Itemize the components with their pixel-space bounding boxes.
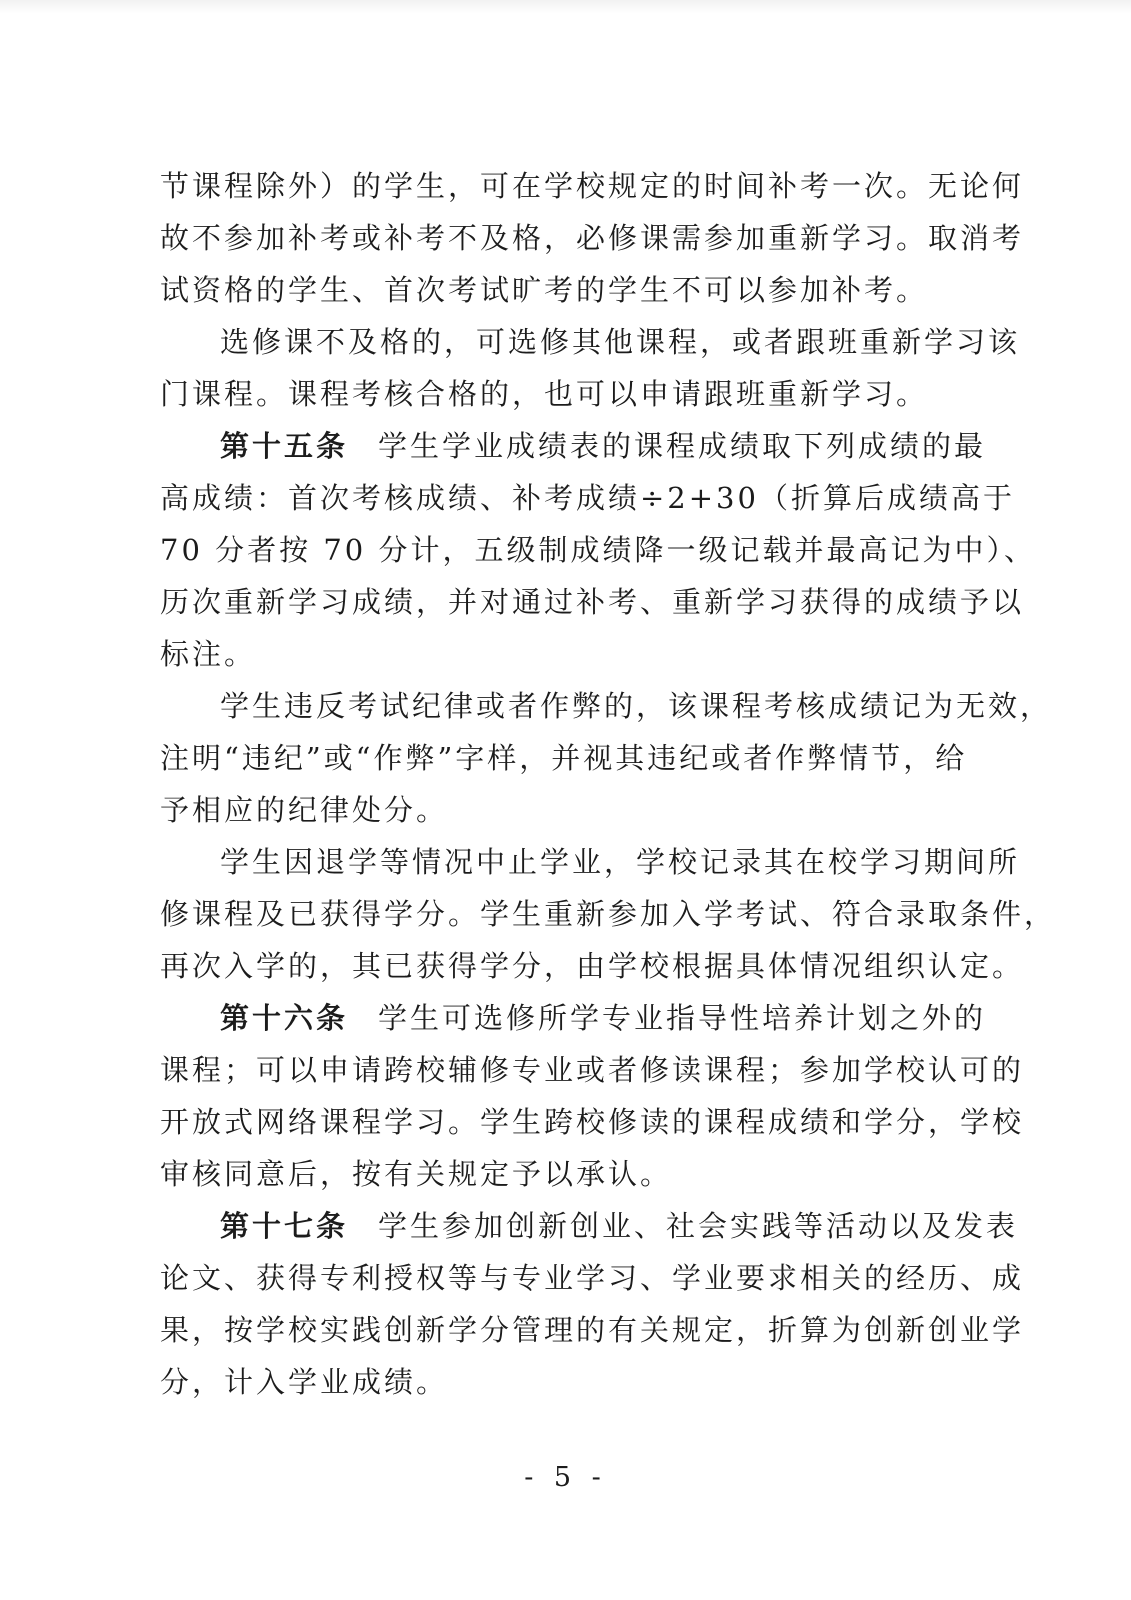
text-line: 高成绩：首次考核成绩、补考成绩÷2+30（折算后成绩高于 [160,481,1015,515]
page-number: - 5 - [524,1462,607,1493]
text-line: 门课程。课程考核合格的，也可以申请跟班重新学习。 [160,377,929,411]
paragraph-elective-retake [160,316,1021,420]
article-number: 第十五条 [220,429,349,463]
text-line: 历次重新学习成绩，并对通过补考、重新学习获得的成绩予以 [160,585,1025,619]
paragraph-exam-discipline [160,680,1053,836]
text-line: 开放式网络课程学习。学生跨校修读的课程成绩和学分，学校 [160,1105,1025,1139]
text-line [160,992,987,1044]
text-line [160,1200,1019,1252]
text-line: 修课程及已获得学分。学生重新参加入学考试、符合录取条件， [160,897,1057,931]
text-line: 果，按学校实践创新学分管理的有关规定，折算为创新创业学 [160,1313,1025,1347]
text-line: 审核同意后，按有关规定予以承认。 [160,1157,673,1191]
text-line: 注明“违纪”或“作弊”字样，并视其违纪或者作弊情节，给 [160,741,968,775]
paragraph-withdrawal-credits [160,836,1057,992]
text-line: 学生违反考试纪律或者作弊的，该课程考核成绩记为无效， [220,689,1053,723]
text-line: 予相应的纪律处分。 [160,793,449,827]
text-line: 试资格的学生、首次考试旷考的学生不可以参加补考。 [160,273,929,307]
text-line: 再次入学的，其已获得学分，由学校根据具体情况组织认定。 [160,949,1025,983]
page-body [160,160,1057,1408]
article-text: 学生可选修所学专业指导性培养计划之外的 [378,1001,987,1035]
paragraph-continuation [160,160,1025,316]
article-17 [160,1200,1025,1408]
text-line [160,420,987,472]
article-text: 学生学业成绩表的课程成绩取下列成绩的最 [378,429,987,463]
article-15 [160,420,1036,680]
text-line: 学生因退学等情况中止学业，学校记录其在校学习期间所 [220,845,1021,879]
article-number: 第十七条 [220,1209,349,1243]
text-line: 分，计入学业成绩。 [160,1365,449,1399]
scan-edge-shadow [0,0,1131,14]
article-text: 学生参加创新创业、社会实践等活动以及发表 [378,1209,1019,1243]
text-line: 选修课不及格的，可选修其他课程，或者跟班重新学习该 [220,325,1021,359]
text-line: 课程；可以申请跨校辅修专业或者修读课程；参加学校认可的 [160,1053,1025,1087]
text-line: 70 分者按 70 分计，五级制成绩降一级记载并最高记为中）、 [160,533,1036,567]
text-line: 节课程除外）的学生，可在学校规定的时间补考一次。无论何 [160,169,1025,203]
article-number: 第十六条 [220,1001,349,1035]
text-line: 标注。 [160,637,257,671]
text-line: 论文、获得专利授权等与专业学习、学业要求相关的经历、成 [160,1261,1025,1295]
text-line: 故不参加补考或补考不及格，必修课需参加重新学习。取消考 [160,221,1025,255]
article-16 [160,992,1025,1200]
